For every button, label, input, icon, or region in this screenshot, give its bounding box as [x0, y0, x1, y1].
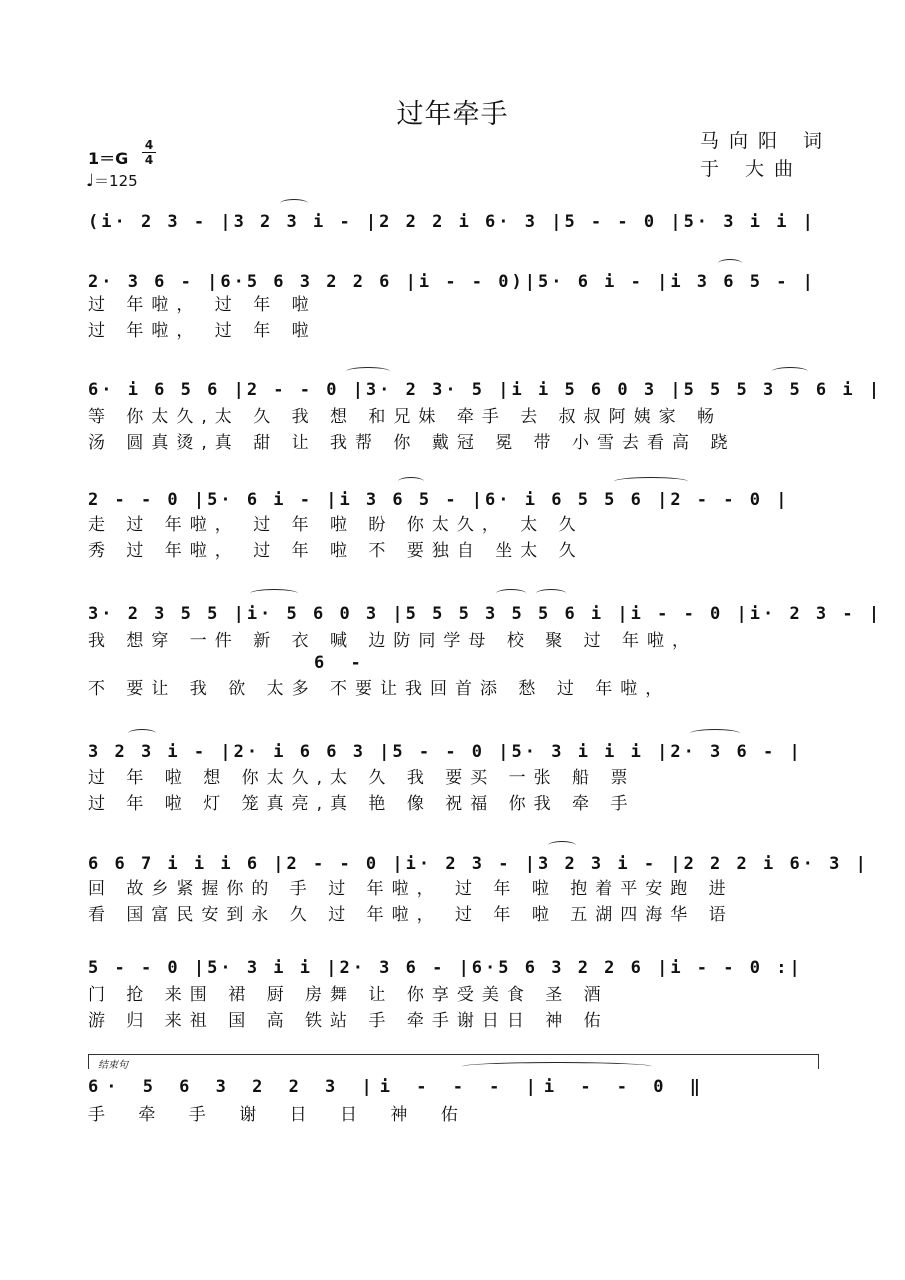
quarter-note-icon: ♩ — [86, 171, 95, 191]
lyrics-line-6b: 过 年 啦 灯 笼真亮,真 艳 像 祝福 你我 牵 手 — [88, 794, 636, 814]
composer-credit: 于 大曲 — [700, 158, 804, 180]
slur-mark — [398, 477, 424, 486]
lyrics-line-3a: 等 你太久,太 久 我 想 和兄妹 牵手 去 叔叔阿姨家 畅 — [88, 407, 723, 427]
ending-bracket — [88, 1054, 819, 1069]
slur-mark — [346, 367, 390, 376]
slur-mark — [280, 199, 308, 208]
lyrics-line-2a: 过 年啦， 过 年 啦 — [88, 295, 317, 315]
slur-mark — [536, 589, 566, 598]
lyrics-line-4a: 走 过 年啦， 过 年 啦 盼 你太久， 太 久 — [88, 515, 584, 535]
lyrics-line-8a: 门 抢 来围 裙 厨 房舞 让 你享受美食 圣 酒 — [88, 985, 609, 1005]
lyrics-line-2b: 过 年啦， 过 年 啦 — [88, 321, 317, 341]
song-title: 过年牵手 — [396, 99, 509, 130]
slur-mark — [462, 1062, 652, 1071]
lyrics-line-6a: 过 年 啦 想 你太久,太 久 我 要买 一张 船 票 — [88, 768, 636, 788]
slur-mark — [496, 589, 526, 598]
lyrics-line-8b: 游 归 来祖 国 高 铁站 手 牵手谢日日 神 佑 — [88, 1011, 609, 1031]
tempo-value: ＝125 — [94, 172, 138, 190]
slur-mark — [690, 729, 740, 738]
notation-line-5: 3· 2 3 5 5 |i· 5 6 0 3 |5 5 5 3 5 5 6 i |i - - 0 |i· 2 3 - | — [88, 604, 883, 624]
ending-label: 结束句 — [98, 1060, 128, 1071]
tempo-marking — [86, 170, 138, 191]
slur-mark — [548, 841, 576, 850]
notation-line-2: 2· 3 6 - |6·5 6 3 2 2 6 |i - - 0)|5· 6 i - |i 3 6 5 - | — [88, 272, 816, 292]
lyrics-line-ending: 手 牵 手 谢 日 日 神 佑 — [88, 1105, 472, 1125]
lyricist-credit: 马向阳 词 — [700, 130, 833, 152]
notation-line-3: 6· i 6 5 6 |2 - - 0 |3· 2 3· 5 |i i 5 6 0 3 |5 5 5 3 5 6 i | — [88, 380, 883, 400]
time-sig-bottom: 4 — [144, 153, 154, 167]
notation-line-7: 6 6 7 i i i 6 |2 - - 0 |i· 2 3 - |3 2 3 i - |2 2 2 i 6· 3 | — [88, 854, 869, 874]
notation-line-ending: 6· 5 6 3 2 2 3 |i - - - |i - - 0 ‖ — [88, 1077, 708, 1097]
notation-line-8: 5 - - 0 |5· 3 i i |2· 3 6 - |6·5 6 3 2 2 6 |i - - 0 :| — [88, 958, 803, 978]
alt-note: 6 - — [314, 653, 369, 673]
slur-mark — [614, 477, 688, 486]
slur-mark — [250, 589, 298, 598]
time-signature — [142, 139, 156, 166]
lyrics-line-5a: 我 想穿 一件 新 衣 喊 边防同学母 校 聚 过 年啦， — [88, 631, 698, 651]
slur-mark — [772, 367, 808, 376]
lyrics-line-7b: 看 国富民安到永 久 过 年啦， 过 年 啦 五湖四海华 语 — [88, 905, 734, 925]
notation-line-1: (i· 2 3 - |3 2 3 i - |2 2 2 i 6· 3 |5 - - 0 |5· 3 i i | — [88, 212, 816, 232]
key-signature: 1＝G — [88, 149, 129, 168]
notation-line-4: 2 - - 0 |5· 6 i - |i 3 6 5 - |6· i 6 5 5 6 |2 - - 0 | — [88, 490, 790, 510]
slur-mark — [718, 259, 742, 268]
lyrics-line-7a: 回 故乡紧握你的 手 过 年啦， 过 年 啦 抱着平安跑 进 — [88, 879, 734, 899]
slur-mark — [128, 729, 156, 738]
lyrics-line-4b: 秀 过 年啦， 过 年 啦 不 要独自 坐太 久 — [88, 541, 584, 561]
notation-line-6: 3 2 3 i - |2· i 6 6 3 |5 - - 0 |5· 3 i i i |2· 3 6 - | — [88, 742, 803, 762]
time-sig-top: 4 — [144, 138, 154, 152]
lyrics-line-5b: 不 要让 我 欲 太多 不要让我回首添 愁 过 年啦， — [88, 679, 671, 699]
lyrics-line-3b: 汤 圆真烫,真 甜 让 我帮 你 戴冠 冕 带 小雪去看高 跷 — [88, 433, 736, 453]
